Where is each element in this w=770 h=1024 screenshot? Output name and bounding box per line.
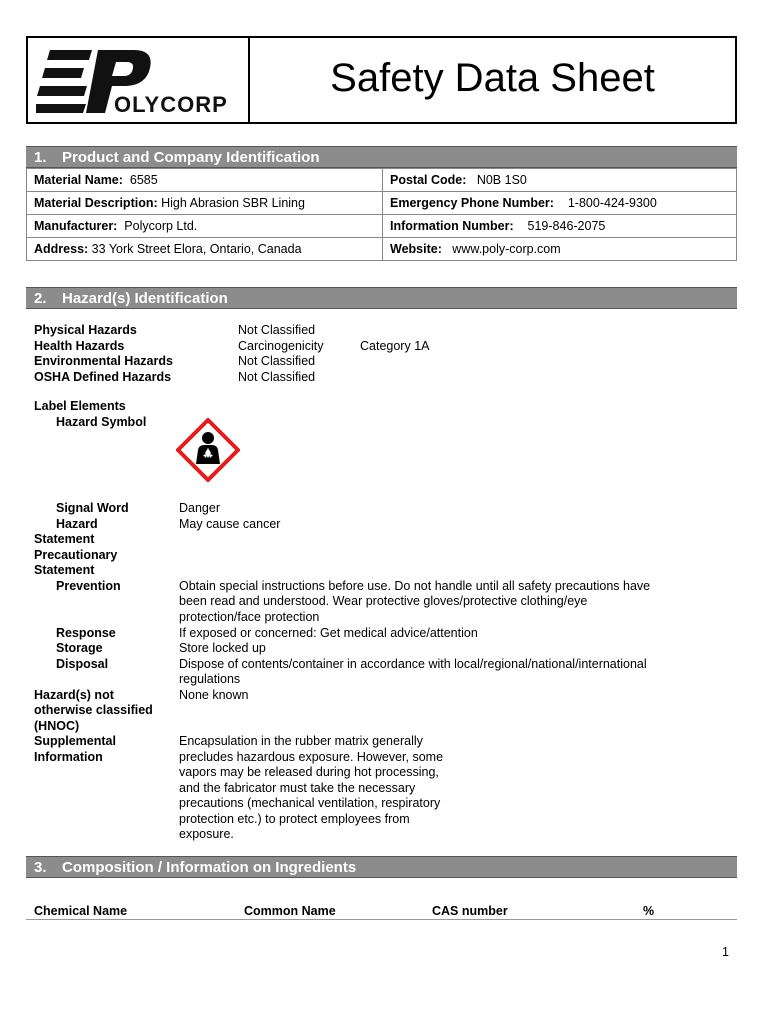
field-label: Emergency Phone Number:: [390, 196, 554, 210]
column-header-cas-number: CAS number: [432, 904, 508, 918]
hazard-label-environmental: Environmental Hazards: [34, 354, 173, 368]
supplemental-label: Supplemental: [34, 734, 116, 748]
disposal-line: Dispose of contents/container in accordance with local/regional/national/international: [179, 657, 647, 671]
table-row: [27, 169, 737, 192]
table-row: [27, 192, 737, 215]
supplemental-line: vapors may be released during hot processing,: [179, 765, 439, 779]
storage-label: Storage: [56, 641, 103, 655]
supplemental-line: precludes hazardous exposure. However, some: [179, 750, 444, 764]
field-label: Information Number:: [390, 219, 514, 233]
hazard-label-physical: Physical Hazards: [34, 323, 137, 337]
section-3-header: [26, 856, 737, 878]
section-2-number: 2.: [34, 290, 47, 307]
hazard-statement-value: May cause cancer: [179, 517, 281, 531]
hazard-label-osha: OSHA Defined Hazards: [34, 370, 172, 384]
signal-word-label: Signal Word: [56, 501, 129, 515]
hnoc-label: otherwise classified: [34, 703, 153, 717]
hnoc-value: None known: [179, 688, 249, 702]
disposal-label: Disposal: [56, 657, 109, 671]
table-cell: [383, 215, 737, 238]
section-3-number: 3.: [34, 859, 47, 876]
response-value: If exposed or concerned: Get medical advice/attention: [179, 626, 478, 640]
field-value: www.poly-corp.com: [452, 242, 561, 256]
prevention-label: Prevention: [56, 579, 121, 593]
document-title: Safety Data Sheet: [330, 56, 655, 100]
field-label: Material Description:: [34, 196, 158, 210]
field-value: 33 York Street Elora, Ontario, Canada: [91, 242, 302, 256]
field-value: 1-800-424-9300: [567, 196, 657, 210]
hazard-label-health: Health Hazards: [34, 339, 125, 353]
table-cell: [27, 215, 383, 238]
disposal-line: regulations: [179, 672, 241, 686]
hazard-statement-label: Hazard: [56, 517, 98, 531]
field-value: Polycorp Ltd.: [124, 219, 198, 233]
field-value: 519-846-2075: [527, 219, 606, 233]
field-label: Material Name:: [34, 173, 123, 187]
polycorp-logo: [36, 46, 241, 116]
precautionary-label-2: Statement: [34, 563, 95, 577]
svg-text:OLYCORP: OLYCORP: [114, 92, 228, 116]
hazard-value-environmental: Not Classified: [238, 354, 316, 368]
identification-table: [26, 168, 737, 261]
field-label: Manufacturer:: [34, 219, 118, 233]
table-header-underline: [26, 919, 737, 920]
section-1-header: [26, 146, 737, 168]
supplemental-line: Encapsulation in the rubber matrix generally: [179, 734, 423, 748]
field-label: Website:: [390, 242, 442, 256]
health-hazard-icon: [176, 418, 240, 482]
supplemental-line: exposure.: [179, 827, 234, 841]
response-label: Response: [56, 626, 116, 640]
hnoc-label: (HNOC): [34, 719, 80, 733]
hazard-value-osha: Not Classified: [238, 370, 316, 384]
section-2-header: [26, 287, 737, 309]
hazard-value-health: Carcinogenicity: [238, 339, 324, 353]
section-3-title: Composition / Information on Ingredients: [62, 859, 357, 876]
table-cell: [383, 192, 737, 215]
supplemental-line: and the fabricator must take the necessary: [179, 781, 416, 795]
prevention-line: been read and understood. Wear protective gloves/protective clothing/eye: [179, 594, 588, 608]
prevention-line: protection/face protection: [179, 610, 320, 624]
document-header: [26, 36, 737, 124]
label-elements-heading: Label Elements: [34, 399, 126, 413]
hazard-symbol-label: Hazard Symbol: [56, 415, 147, 429]
column-header-percent: %: [643, 904, 655, 918]
field-value: N0B 1S0: [476, 173, 527, 187]
field-label: Address:: [34, 242, 89, 256]
storage-value: Store locked up: [179, 641, 266, 655]
table-cell: [27, 192, 383, 215]
supplemental-label: Information: [34, 750, 103, 764]
table-cell: [383, 238, 737, 261]
prevention-line: Obtain special instructions before use. Do not handle until all safety precautions have: [179, 579, 651, 593]
table-row: [27, 215, 737, 238]
supplemental-line: precautions (mechanical ventilation, respiratory: [179, 796, 441, 810]
table-cell: [27, 169, 383, 192]
supplemental-line: protection etc.) to protect employees from: [179, 812, 410, 826]
table-cell: [383, 169, 737, 192]
field-value: High Abrasion SBR Lining: [161, 196, 305, 210]
page-number: 1: [722, 945, 729, 959]
table-row: [27, 238, 737, 261]
field-label: Postal Code:: [390, 173, 467, 187]
hazard-value-physical: Not Classified: [238, 323, 316, 337]
precautionary-label: Precautionary: [34, 548, 118, 562]
signal-word-value: Danger: [179, 501, 220, 515]
field-value: 6585: [129, 173, 158, 187]
hazard-statement-label-2: Statement: [34, 532, 95, 546]
hazard-category-health: Category 1A: [360, 339, 430, 353]
table-cell: [27, 238, 383, 261]
section-2-title: Hazard(s) Identification: [62, 290, 228, 307]
column-header-common-name: Common Name: [244, 904, 336, 918]
hnoc-label: Hazard(s) not: [34, 688, 114, 702]
section-1-number: 1.: [34, 149, 47, 166]
section-1-title: Product and Company Identification: [62, 149, 320, 166]
column-header-chemical-name: Chemical Name: [34, 904, 128, 918]
